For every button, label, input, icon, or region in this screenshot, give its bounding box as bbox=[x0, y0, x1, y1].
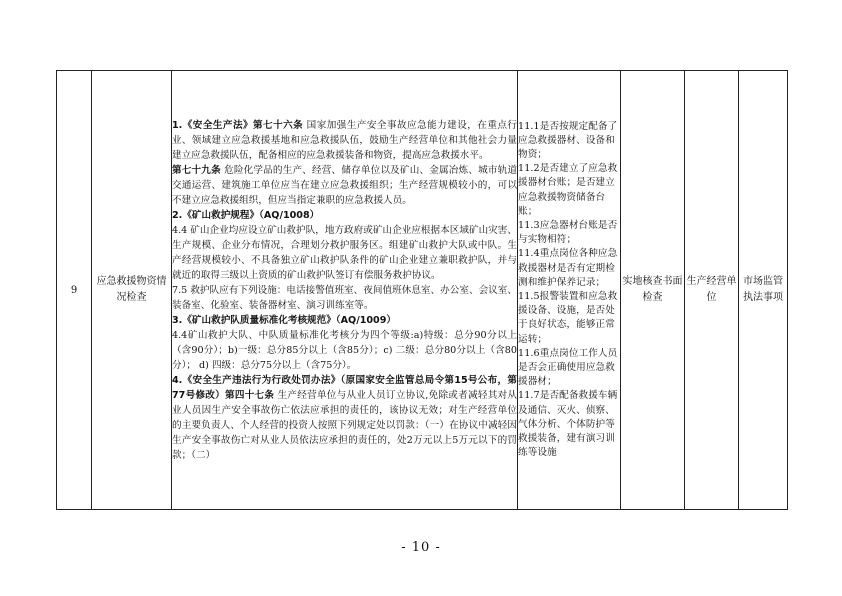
law-text: 生产经营单位与从业人员订立协议,免除或者减轻其对从业人员因生产安全事故伤亡依法应承担的责任的，该协议无效；对生产经营单位的主要负责人、个人经营的投资人按照下列规定处以罚款：（一）在协议中减轻因生产安全事故伤亡对从业人员依法应承担的责任的，处2万元以上5万元以下的罚款；（二） bbox=[172, 389, 517, 461]
check-point: 11.5报警装置和应急救援设备、设施，是否处于良好状态，能够正常运转； bbox=[518, 291, 618, 345]
row-number: 9 bbox=[57, 71, 92, 510]
table-row bbox=[57, 71, 788, 510]
law-paragraph bbox=[172, 313, 517, 328]
law-paragraph bbox=[172, 118, 517, 163]
check-content-cell bbox=[518, 71, 621, 510]
law-text: 国家加强生产安全事故应急能力建设，在重点行业、领域建立应急救援基地和应急救援队伍，鼓励生产经营单位和其他社会力量建立应急救援队伍，配备相应的应急救援装备和物资，提高应急救援水平。 bbox=[172, 119, 517, 161]
page-number: - 10 - bbox=[401, 540, 441, 555]
law-text: 4.4矿山救护大队、中队质量标准化考核分为四个等级:a)特级：总分90分以上（含90分）；b)一级：总分85分以上（含85分）；c) 二级：总分80分以上（含80分）； d) 四级：总分75分以上（含75分）。 bbox=[172, 329, 517, 371]
check-point: 11.3应急器材台账是否与实物相符； bbox=[518, 219, 618, 246]
law-text: 危险化学品的生产、经营、储存单位以及矿山、金属冶炼、城市轨道交通运营、建筑施工单位应当在建立应急救援组织；生产经营规模较小的，可以不建立应急救援组织，但应当指定兼职的应急救援人员。 bbox=[172, 164, 517, 206]
law-title: 3.《矿山救护队质量标准化考核规范》（AQ/1009） bbox=[172, 314, 396, 326]
check-point: 11.1是否按规定配备了应急救援器材、设备和物资； bbox=[518, 120, 618, 160]
check-point: 11.4重点岗位各种应急救援器材是否有定期检测和维护保养记录； bbox=[518, 248, 618, 288]
law-paragraph bbox=[172, 223, 517, 283]
law-text: 7.5 救护队应有下列设施：电话接警值班室、夜间值班休息室、办公室、会议室、装备室、化验室、装备器材室、演习训练室等。 bbox=[172, 284, 517, 311]
check-point: 11.6重点岗位工作人员是否会正确使用应急救援器材； bbox=[518, 347, 618, 388]
check-object: 生产经营单位 bbox=[685, 71, 739, 510]
check-point: 11.2是否建立了应急救援器材台账；是否建立应急救援物资储备台账； bbox=[518, 163, 618, 217]
check-method: 实地核查书面检查 bbox=[621, 71, 685, 510]
legal-basis-cell bbox=[172, 71, 518, 510]
check-item: 应急救援物资情况检查 bbox=[92, 71, 172, 510]
law-paragraph bbox=[172, 208, 517, 223]
law-title: 2.《矿山救护规程》（AQ/1008） bbox=[172, 209, 320, 221]
item-category: 市场监管执法事项 bbox=[739, 71, 788, 510]
law-paragraph bbox=[172, 163, 517, 208]
law-paragraph bbox=[172, 283, 517, 313]
law-paragraph bbox=[172, 328, 517, 373]
law-title: 第七十九条 bbox=[172, 164, 221, 176]
law-title: 1.《安全生产法》第七十六条 bbox=[172, 119, 304, 131]
inspection-table bbox=[56, 70, 788, 510]
law-text: 4.4 矿山企业均应设立矿山救护队，地方政府或矿山企业应根据本区域矿山灾害、生产规模、企业分布情况，合理划分救护服务区。组建矿山救护大队或中队。生产经营规模较小、不具备独立矿山救护队条件的矿山企业建立兼职救护队，并与就近的取得三级以上资质的矿山救护队签订有偿服务救护协议。 bbox=[172, 224, 517, 281]
check-point: 11.7是否配备救援车辆及通信、灭火、侦察、气体分析、个体防护等救援装备，建有演习训练等设施 bbox=[518, 390, 618, 459]
law-paragraph bbox=[172, 373, 517, 463]
law-title: 4.《安全生产违法行为行政处罚办法》（原国家安全监管总局令第15号公布，第77号修改）第四十七条 bbox=[172, 374, 517, 401]
